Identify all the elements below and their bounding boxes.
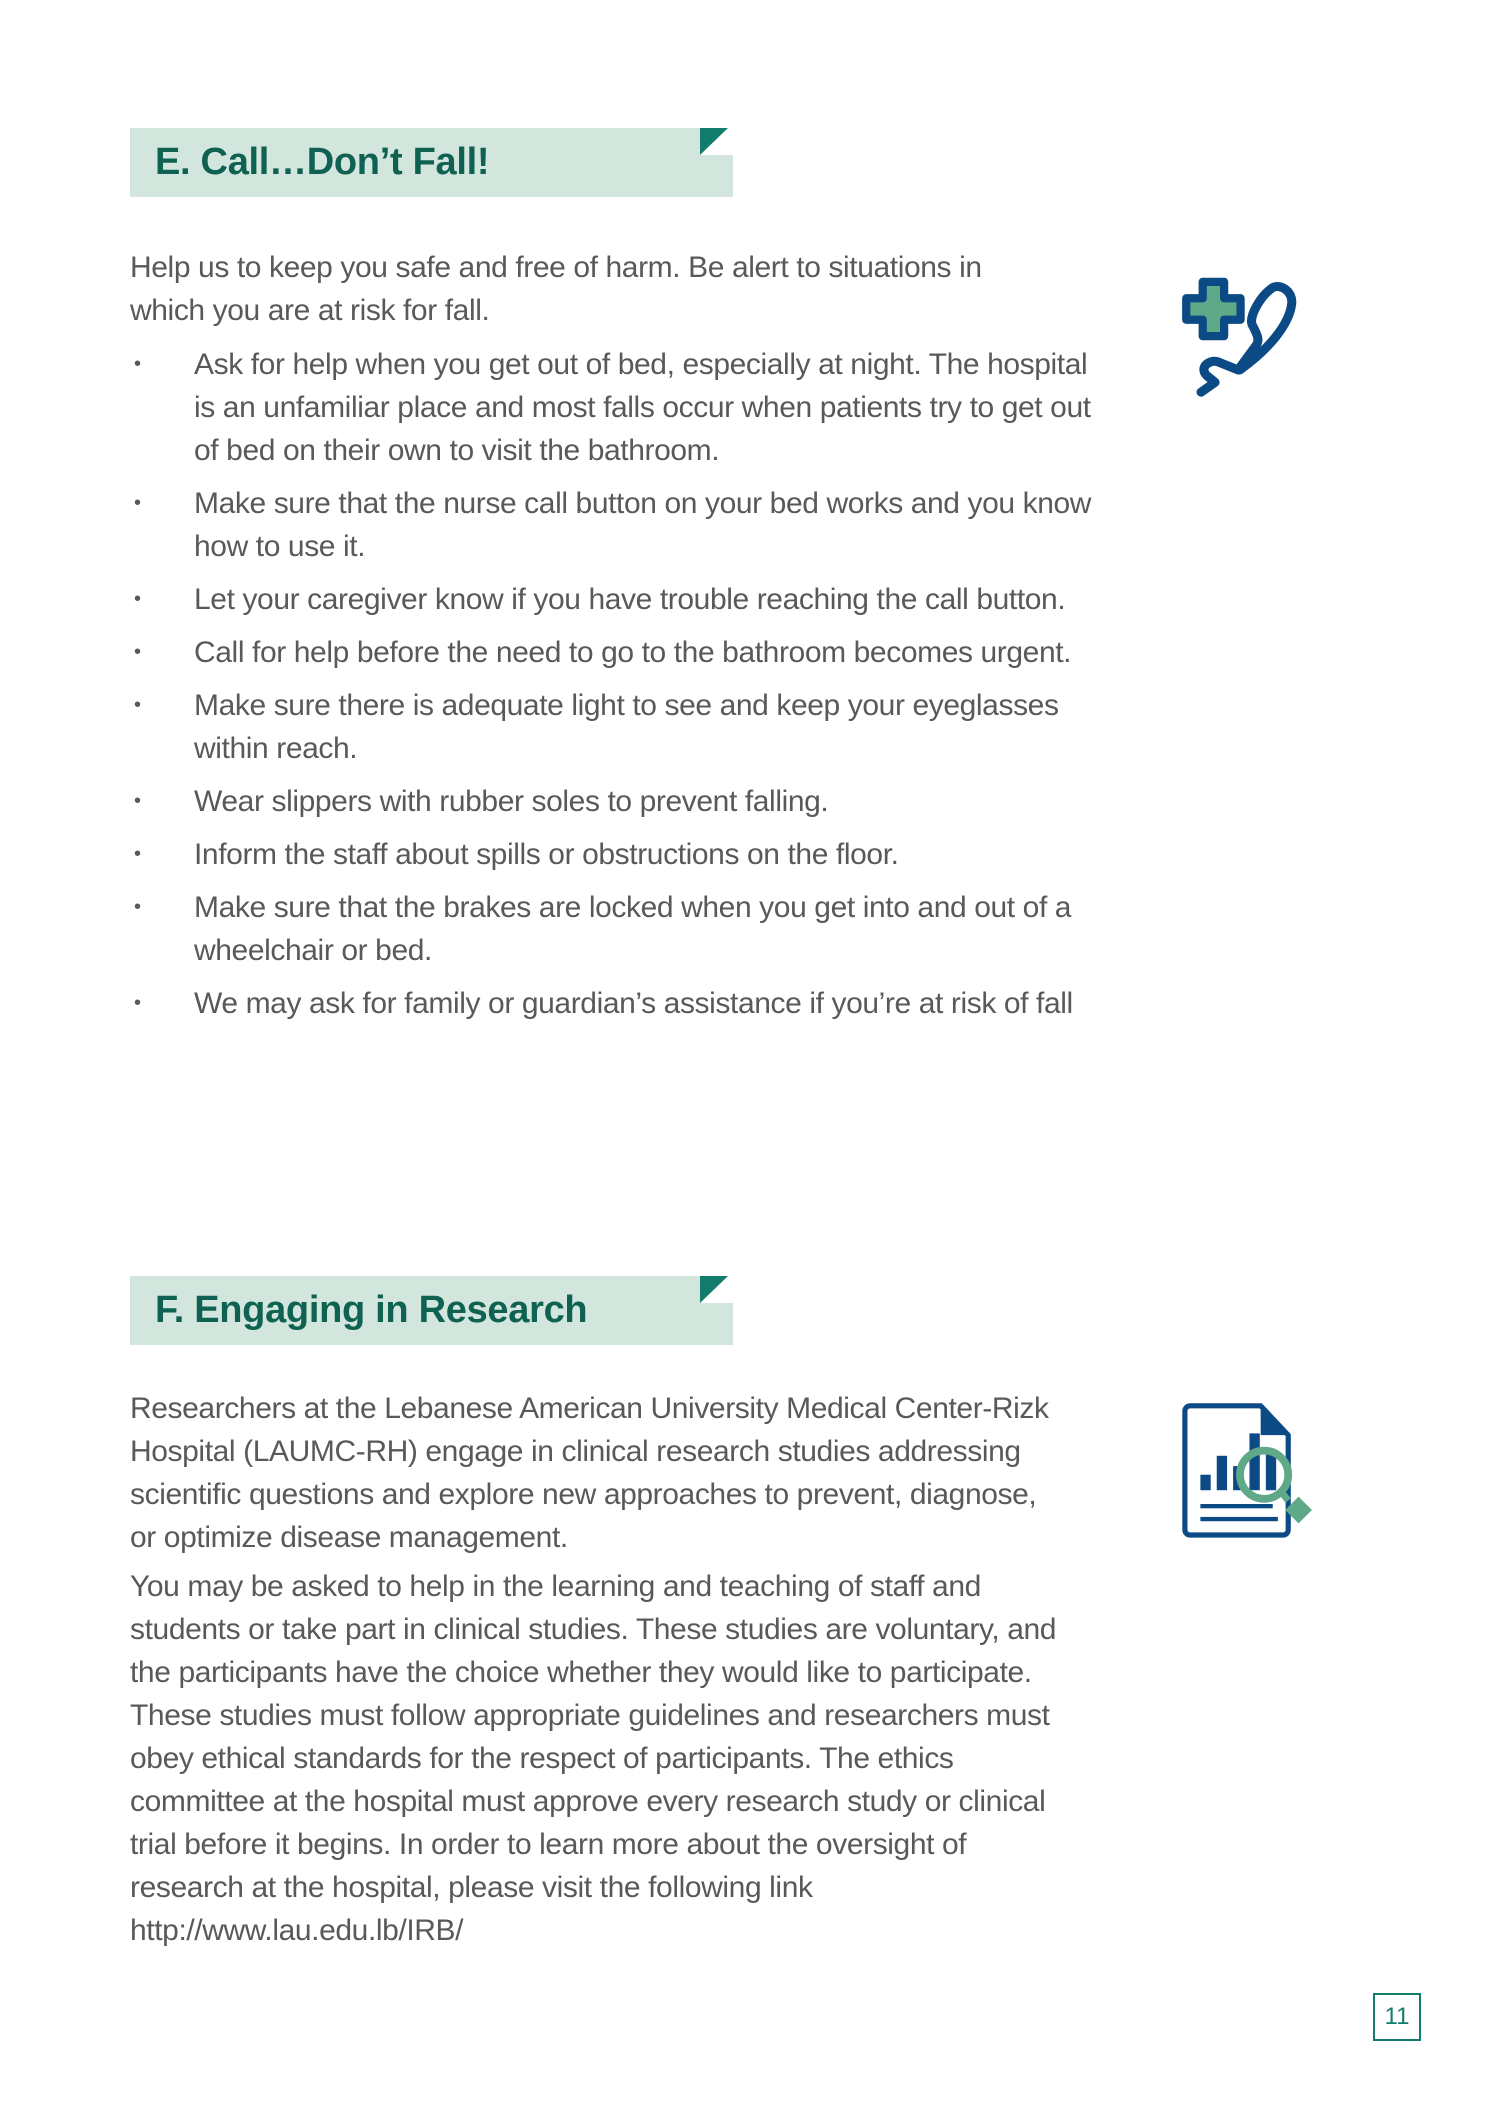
section-e-intro: Help us to keep you safe and free of harm. Be alert to situations in which you are at risk for fall. [130,251,982,327]
page-number: 11 [1373,1993,1421,2041]
research-paragraph-1: Researchers at the Lebanese American University Medical Center-Rizk Hospital (LAUMC-RH) engage in clinical research studies addressing scientific questions and explore new approaches to prevent, diagnose, or optimize disease management. [130,1392,1049,1554]
bullet-icon: • [134,353,141,375]
list-item-text: Make sure there is adequate light to see and keep your eyeglasses within reach. [194,689,1059,765]
list-item-text: Ask for help when you get out of bed, especially at night. The hospital is an unfamiliar place and most falls occur when patients try to get out of bed on their own to visit the bathroom. [194,348,1091,467]
fall-prevention-list [130,343,1090,1035]
list-item-text: Inform the staff about spills or obstructions on the floor. [194,838,899,871]
list-item [130,982,1114,1025]
list-item [130,343,1094,472]
list-item [130,482,1094,568]
list-item-text: Make sure that the brakes are locked when you get into and out of a wheelchair or bed. [194,891,1072,967]
section-e-header [130,128,733,197]
list-item [130,684,1094,770]
banner-fold-icon [700,128,728,155]
bullet-icon: • [134,588,141,610]
list-item [130,631,1104,674]
list-item-text: Wear slippers with rubber soles to prevent falling. [194,785,829,818]
bullet-icon: • [134,641,141,663]
section-e-title: E. Call…Don’t Fall! [155,141,490,183]
list-item [130,780,1094,823]
list-item [130,578,1094,621]
bullet-icon: • [134,992,141,1014]
research-report-icon [1178,1393,1333,1553]
list-item-text: Make sure that the nurse call button on your bed works and you know how to use it. [194,487,1092,563]
list-item-text: Call for help before the need to go to the bathroom becomes urgent. [194,636,1072,669]
list-item-text: We may ask for family or guardian’s assistance if you’re at risk of fall [194,987,1073,1020]
bullet-icon: • [134,790,141,812]
list-item-text: Let your caregiver know if you have trouble reaching the call button. [194,583,1066,616]
section-f-title: F. Engaging in Research [155,1289,588,1331]
bullet-icon: • [134,694,141,716]
bullet-icon: • [134,843,141,865]
research-paragraph-2: You may be asked to help in the learning and teaching of staff and students or take part in clinical studies. These studies are voluntary, and the participants have the choice whether they would like to participate. These studies must follow appropriate guidelines and researchers must obey ethical standards for the respect of participants. The ethics committee at the hospital must approve every research study or clinical trial before it begins. In order to learn more about the oversight of research at the hospital, please visit the following link http://www.lau.edu.lb/IRB/ [130,1570,1057,1947]
banner-fold-icon [700,1276,728,1303]
section-f-header [130,1276,733,1345]
bullet-icon: • [134,896,141,918]
medical-phone-icon [1178,262,1318,412]
list-item [130,886,1094,972]
bullet-icon: • [134,492,141,514]
list-item [130,833,1114,876]
